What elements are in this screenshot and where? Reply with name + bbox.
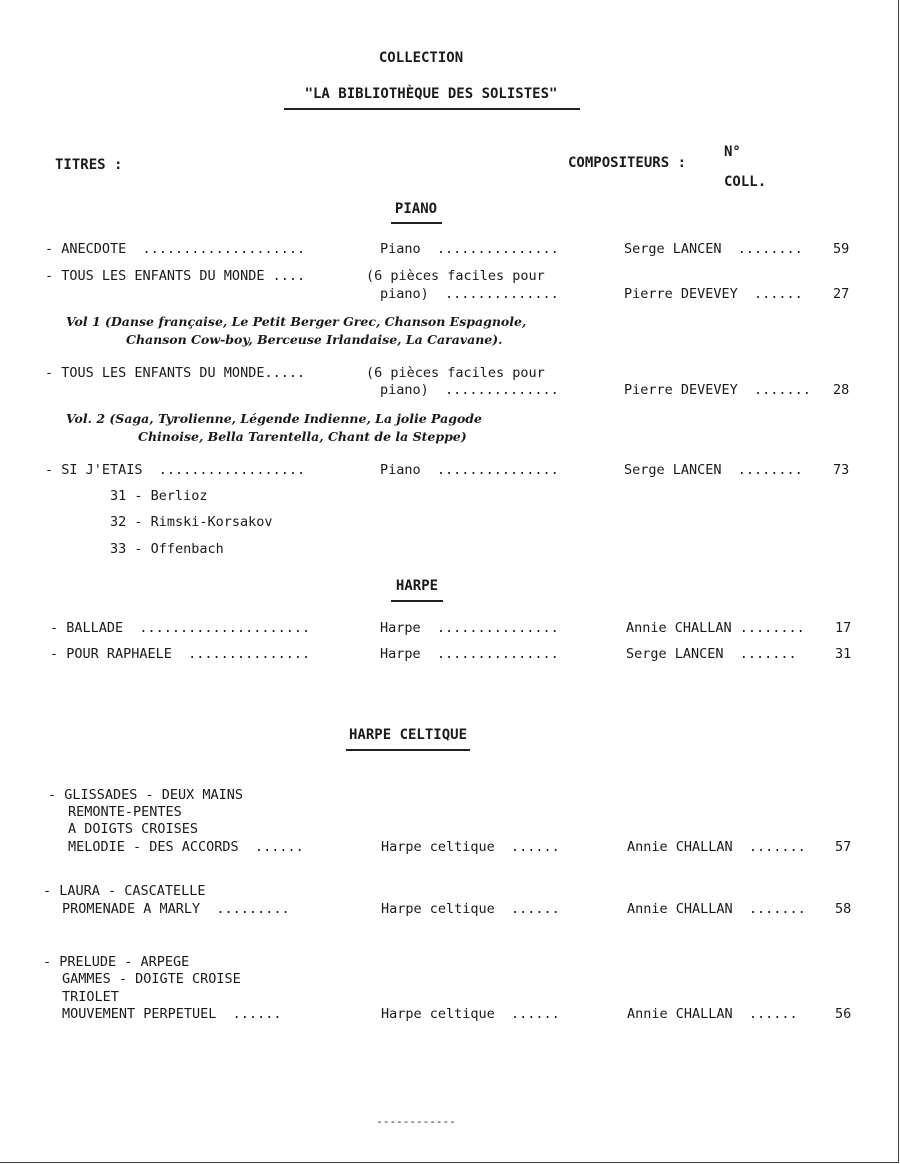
work-title: - LAURA - CASCATELLE [43, 883, 206, 899]
collection-number: 28 [833, 382, 850, 398]
composer: Annie CHALLAN ....... [627, 839, 806, 855]
collection-number: 31 [835, 646, 852, 662]
collection-label: COLLECTION [378, 50, 464, 66]
section-heading-piano: PIANO [394, 201, 438, 217]
footer-separator: ------------ [376, 1115, 456, 1128]
work-title: - POUR RAPHAELE ............... [50, 646, 311, 662]
composer: Annie CHALLAN ...... [627, 1006, 798, 1022]
work-title-line: TRIOLET [62, 989, 119, 1005]
piano-underline [391, 222, 442, 224]
volume-contents-line-2: Chanson Cow-boy, Berceuse Irlandaise, La Caravane). [126, 332, 503, 347]
instrument: Harpe celtique ...... [381, 1006, 560, 1022]
collection-number: 56 [835, 1006, 852, 1022]
volume-contents-line-1: Vol. 2 (Saga, Tyrolienne, Légende Indienne, La jolie Pagode [66, 411, 482, 426]
collection-number: 17 [835, 620, 852, 636]
work-title: - TOUS LES ENFANTS DU MONDE..... [45, 365, 306, 381]
composer: Annie CHALLAN ........ [626, 620, 805, 636]
volume-contents-line-1: Vol 1 (Danse française, Le Petit Berger Grec, Chanson Espagnole, [66, 314, 527, 329]
collection-number: 73 [833, 462, 850, 478]
instrument: Harpe celtique ...... [381, 839, 560, 855]
work-title-line: MOUVEMENT PERPETUEL ...... [62, 1006, 282, 1022]
composer: Serge LANCEN ........ [624, 462, 803, 478]
sub-volume: 33 - Offenbach [110, 541, 224, 557]
work-title: - TOUS LES ENFANTS DU MONDE .... [45, 268, 306, 284]
instrument-line-2: piano) .............. [380, 382, 559, 398]
work-title: - PRELUDE - ARPEGE [43, 954, 190, 970]
instrument: Harpe ............... [380, 620, 559, 636]
work-title: - SI J'ETAIS .................. [45, 462, 306, 478]
instrument: Harpe celtique ...... [381, 901, 560, 917]
instrument-line-2: piano) .............. [380, 286, 559, 302]
volume-contents-line-2: Chinoise, Bella Tarentella, Chant de la Steppe) [138, 429, 467, 444]
work-title-line: REMONTE-PENTES [68, 804, 182, 820]
work-title: - ANECDOTE .................... [45, 241, 306, 257]
collection-title: "LA BIBLIOTHÈQUE DES SOLISTES" [304, 86, 558, 102]
sub-volume: 31 - Berlioz [110, 488, 208, 504]
coll-column-header: COLL. [724, 174, 767, 190]
composer: Serge LANCEN ........ [624, 241, 803, 257]
composers-column-header: COMPOSITEURS : [568, 155, 687, 171]
composer: Serge LANCEN ....... [626, 646, 797, 662]
collection-number: 57 [835, 839, 852, 855]
title-underline [284, 108, 580, 110]
work-title-line: A DOIGTS CROISES [68, 821, 199, 837]
collection-number: 58 [835, 901, 852, 917]
instrument-line-1: (6 pièces faciles pour [366, 365, 545, 381]
work-title-line: PROMENADE A MARLY ......... [62, 901, 290, 917]
composer: Pierre DEVEVEY ...... [624, 286, 803, 302]
work-title: - BALLADE ..................... [50, 620, 311, 636]
work-title-line: GAMMES - DOIGTE CROISE [62, 971, 241, 987]
collection-number: 59 [833, 241, 850, 257]
work-title: - GLISSADES - DEUX MAINS [48, 787, 244, 803]
sub-volume: 32 - Rimski-Korsakov [110, 514, 273, 530]
section-heading-harpe: HARPE [395, 578, 439, 594]
collection-number: 27 [833, 286, 850, 302]
instrument: Piano ............... [380, 241, 559, 257]
instrument: Piano ............... [380, 462, 559, 478]
harpe-celtique-underline [346, 749, 470, 751]
composer: Pierre DEVEVEY ....... [624, 382, 811, 398]
titles-column-header: TITRES : [55, 157, 123, 173]
work-title-line: MELODIE - DES ACCORDS ...... [68, 839, 304, 855]
number-column-header: N° [724, 144, 741, 160]
instrument-line-1: (6 pièces faciles pour [366, 268, 545, 284]
composer: Annie CHALLAN ....... [627, 901, 806, 917]
harpe-underline [391, 600, 443, 602]
section-heading-harpe-celtique: HARPE CELTIQUE [348, 727, 468, 743]
instrument: Harpe ............... [380, 646, 559, 662]
